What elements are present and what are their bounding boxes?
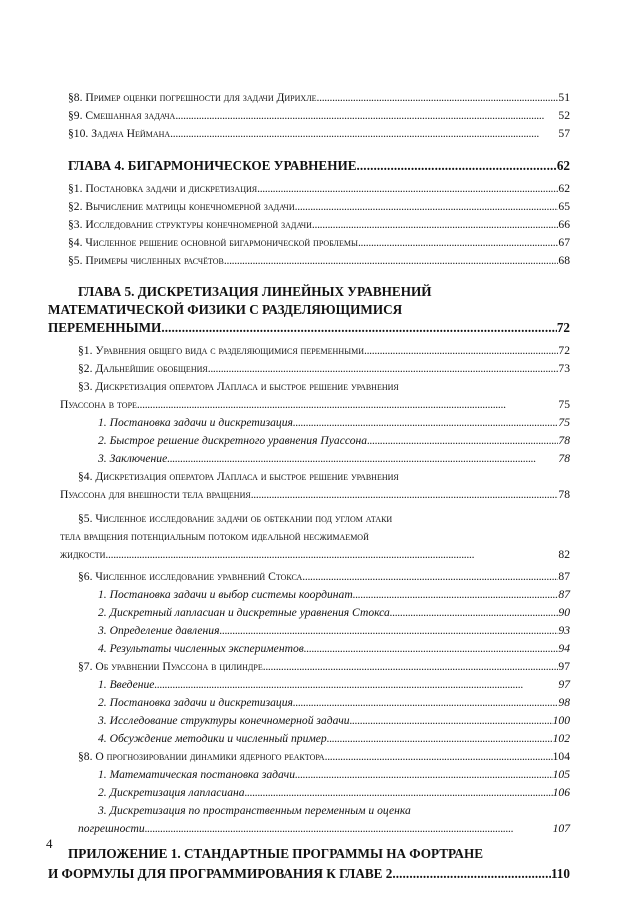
toc-entry bbox=[98, 696, 570, 710]
dot-leader bbox=[304, 642, 559, 656]
toc-entry-title: жидкости bbox=[60, 548, 106, 561]
toc-entry bbox=[68, 236, 570, 250]
toc-entry-page: 51 bbox=[558, 91, 570, 104]
toc-entry-page: 100 bbox=[552, 714, 570, 727]
toc-entry-title: 3. Дискретизация по пространственным переменным и оценка bbox=[98, 804, 411, 817]
toc-entry-title: 1. Постановка задачи и выбор системы координат bbox=[98, 588, 353, 601]
toc-entry bbox=[78, 822, 570, 836]
toc-entry-page: 97 bbox=[558, 678, 570, 691]
toc-entry-page: 94 bbox=[558, 642, 570, 655]
toc-entry-title: 4. Обсуждение методики и численный пример bbox=[98, 732, 327, 745]
dot-leader bbox=[208, 362, 559, 376]
dot-leader bbox=[293, 696, 559, 710]
toc-entry-page: 104 bbox=[552, 750, 570, 763]
toc-chapter-line bbox=[48, 320, 570, 336]
toc-entry bbox=[98, 768, 570, 782]
toc-chapter-line bbox=[68, 158, 570, 174]
toc-entry-page: 97 bbox=[558, 660, 570, 673]
toc-entry-title: §2. Вычисление матрицы конечномерной задачи bbox=[68, 200, 295, 213]
toc-entry-title: §5. Примеры численных расчётов bbox=[68, 254, 224, 267]
toc-entry-title: 1. Постановка задачи и дискретизация bbox=[98, 416, 293, 429]
toc-entry-title: 2. Постановка задачи и дискретизация bbox=[98, 696, 293, 709]
dot-leader bbox=[245, 786, 553, 800]
toc-entry-title: ПЕРЕМЕННЫМИ bbox=[48, 320, 162, 335]
toc-entry-title: погрешности bbox=[78, 822, 145, 835]
toc-entry bbox=[98, 452, 570, 466]
toc-entry-title: 3. Заключение bbox=[98, 452, 168, 465]
toc-entry-page: 75 bbox=[558, 398, 570, 411]
toc-entry-page: 78 bbox=[558, 434, 570, 447]
dot-leader bbox=[137, 398, 558, 412]
toc-entry bbox=[68, 182, 570, 196]
toc-entry-title: §2. Дальнейшие обобщения bbox=[78, 362, 208, 375]
toc-entry-page: 62 bbox=[556, 158, 570, 173]
dot-leader bbox=[390, 606, 559, 620]
dot-leader bbox=[175, 109, 558, 123]
toc-entry-page: 87 bbox=[558, 588, 570, 601]
toc-entry-title: ГЛАВА 5. ДИСКРЕТИЗАЦИЯ ЛИНЕЙНЫХ УРАВНЕНИЙ bbox=[78, 284, 432, 299]
toc-entry-title: 3. Определение давления bbox=[98, 624, 220, 637]
dot-leader bbox=[353, 588, 559, 602]
toc-entry-title: 1. Введение bbox=[98, 678, 155, 691]
dot-leader bbox=[327, 732, 553, 746]
toc-entry-page: 107 bbox=[552, 822, 570, 835]
toc-entry bbox=[78, 570, 570, 584]
toc-entry-page: 98 bbox=[558, 696, 570, 709]
toc-entry-page: 72 bbox=[556, 320, 570, 335]
toc-entry-page: 78 bbox=[558, 452, 570, 465]
toc-entry-page: 73 bbox=[558, 362, 570, 375]
toc-entry bbox=[98, 642, 570, 656]
toc-entry bbox=[98, 588, 570, 602]
page-number: 4 bbox=[46, 836, 53, 851]
toc-entry bbox=[98, 678, 570, 692]
dot-leader bbox=[263, 660, 559, 674]
toc-entry-page: 90 bbox=[558, 606, 570, 619]
toc-entry-title: §3. Дискретизация оператора Лапласа и быстрое решение уравнения bbox=[78, 380, 399, 393]
toc-entry bbox=[98, 714, 570, 728]
dot-leader bbox=[312, 218, 559, 232]
dot-leader bbox=[105, 548, 558, 562]
toc-entry-title: §8. О прогнозировании динамики ядерного реактора bbox=[78, 750, 325, 763]
toc-entry bbox=[60, 398, 570, 412]
toc-entry bbox=[60, 488, 570, 502]
toc-entry-title: МАТЕМАТИЧЕСКОЙ ФИЗИКИ С РАЗДЕЛЯЮЩИМИСЯ bbox=[48, 302, 403, 317]
toc-entry bbox=[68, 254, 570, 268]
toc-entry-title: §10. Задача Неймана bbox=[68, 127, 171, 140]
dot-leader bbox=[325, 750, 553, 764]
toc-chapter-line bbox=[48, 866, 570, 882]
dot-leader bbox=[295, 200, 559, 214]
toc-entry bbox=[78, 362, 570, 376]
toc-entry-title: тела вращения потенциальным потоком идеальной несжимаемой bbox=[60, 530, 369, 543]
dot-leader bbox=[154, 678, 558, 692]
toc-entry bbox=[68, 127, 570, 141]
toc-entry-title: И ФОРМУЛЫ ДЛЯ ПРОГРАММИРОВАНИЯ К ГЛАВЕ 2 bbox=[48, 866, 393, 881]
toc-entry bbox=[60, 530, 369, 544]
toc-entry-title: §1. Постановка задачи и дискретизация bbox=[68, 182, 258, 195]
toc-entry bbox=[98, 606, 570, 620]
dot-leader bbox=[302, 570, 558, 584]
dot-leader bbox=[251, 488, 559, 502]
toc-entry bbox=[78, 750, 570, 764]
toc-entry-page: 72 bbox=[558, 344, 570, 357]
dot-leader bbox=[170, 127, 558, 141]
toc-entry bbox=[98, 416, 570, 430]
toc-entry bbox=[68, 200, 570, 214]
dot-leader bbox=[357, 158, 557, 174]
toc-entry-page: 62 bbox=[558, 182, 570, 195]
dot-leader bbox=[367, 434, 558, 448]
dot-leader bbox=[358, 236, 558, 250]
toc-entry-title: 2. Быстрое решение дискретного уравнения Пуассона bbox=[98, 434, 368, 447]
toc-entry-title: §4. Численное решение основной бигармонической проблемы bbox=[68, 236, 358, 249]
toc-entry bbox=[98, 434, 570, 448]
dot-leader bbox=[293, 416, 559, 430]
toc-entry bbox=[78, 470, 399, 484]
toc-entry-page: 102 bbox=[552, 732, 570, 745]
toc-entry-title: Пуассона для внешности тела вращения bbox=[60, 488, 251, 501]
toc-entry-title: §4. Дискретизация оператора Лапласа и быстрое решение уравнения bbox=[78, 470, 399, 483]
toc-entry-title: 1. Математическая постановка задачи bbox=[98, 768, 295, 781]
toc-entry-title: 2. Дискретизация лапласиана bbox=[98, 786, 245, 799]
dot-leader bbox=[350, 714, 553, 728]
toc-entry-title: §1. Уравнения общего вида с разделяющимися переменными bbox=[78, 344, 364, 357]
toc-entry-page: 75 bbox=[558, 416, 570, 429]
toc-entry-page: 65 bbox=[558, 200, 570, 213]
toc-entry-page: 110 bbox=[550, 866, 570, 881]
toc-entry bbox=[98, 786, 570, 800]
toc-entry-title: §7. Об уравнении Пуассона в цилиндре bbox=[78, 660, 263, 673]
toc-entry-title: Пуассона в торе bbox=[60, 398, 137, 411]
dot-leader bbox=[364, 344, 558, 358]
toc-entry bbox=[60, 548, 570, 562]
toc-entry-page: 57 bbox=[558, 127, 570, 140]
toc-entry-page: 52 bbox=[558, 109, 570, 122]
toc-entry bbox=[98, 804, 411, 818]
toc-entry-title: §8. Пример оценки погрешности для задачи Дирихле bbox=[68, 91, 317, 104]
toc-entry-page: 66 bbox=[558, 218, 570, 231]
toc-entry-title: 4. Результаты численных экспериментов bbox=[98, 642, 304, 655]
toc-entry bbox=[68, 109, 570, 123]
toc-entry-title: 2. Дискретный лапласиан и дискретные уравнения Стокса bbox=[98, 606, 390, 619]
toc-entry-page: 106 bbox=[552, 786, 570, 799]
toc-entry-page: 87 bbox=[558, 570, 570, 583]
toc-entry-title: ГЛАВА 4. БИГАРМОНИЧЕСКОЕ УРАВНЕНИЕ bbox=[68, 158, 357, 173]
dot-leader bbox=[392, 866, 551, 882]
toc-chapter-line bbox=[78, 284, 431, 300]
toc-entry-page: 82 bbox=[558, 548, 570, 561]
toc-entry bbox=[78, 380, 399, 394]
toc-chapter-line bbox=[48, 302, 402, 318]
toc-entry-page: 78 bbox=[558, 488, 570, 501]
dot-leader bbox=[220, 624, 559, 638]
toc-entry-title: §9. Смешанная задача bbox=[68, 109, 176, 122]
toc-entry bbox=[68, 91, 570, 105]
toc-chapter-line bbox=[68, 846, 483, 862]
dot-leader bbox=[167, 452, 558, 466]
toc-entry-title: ПРИЛОЖЕНИЕ 1. СТАНДАРТНЫЕ ПРОГРАММЫ НА ФОРТРАНЕ bbox=[68, 846, 484, 861]
toc-entry bbox=[78, 512, 392, 526]
dot-leader bbox=[317, 91, 559, 105]
toc-entry-page: 105 bbox=[552, 768, 570, 781]
toc-entry-title: 3. Исследование структуры конечномерной задачи bbox=[98, 714, 350, 727]
toc-entry-page: 68 bbox=[558, 254, 570, 267]
toc-entry-title: §6. Численное исследование уравнений Стокса bbox=[78, 570, 303, 583]
dot-leader bbox=[161, 320, 556, 336]
toc-entry-page: 93 bbox=[558, 624, 570, 637]
toc-entry-page: 67 bbox=[558, 236, 570, 249]
dot-leader bbox=[224, 254, 559, 268]
dot-leader bbox=[295, 768, 553, 782]
toc-entry bbox=[68, 218, 570, 232]
dot-leader bbox=[145, 822, 553, 836]
dot-leader bbox=[257, 182, 558, 196]
toc-entry-title: §3. Исследование структуры конечномерной задачи bbox=[68, 218, 312, 231]
toc-entry-title: §5. Численное исследование задачи об обтекании под углом атаки bbox=[78, 512, 393, 525]
toc-entry bbox=[78, 660, 570, 674]
toc-entry bbox=[98, 732, 570, 746]
toc-entry bbox=[78, 344, 570, 358]
toc-entry bbox=[98, 624, 570, 638]
